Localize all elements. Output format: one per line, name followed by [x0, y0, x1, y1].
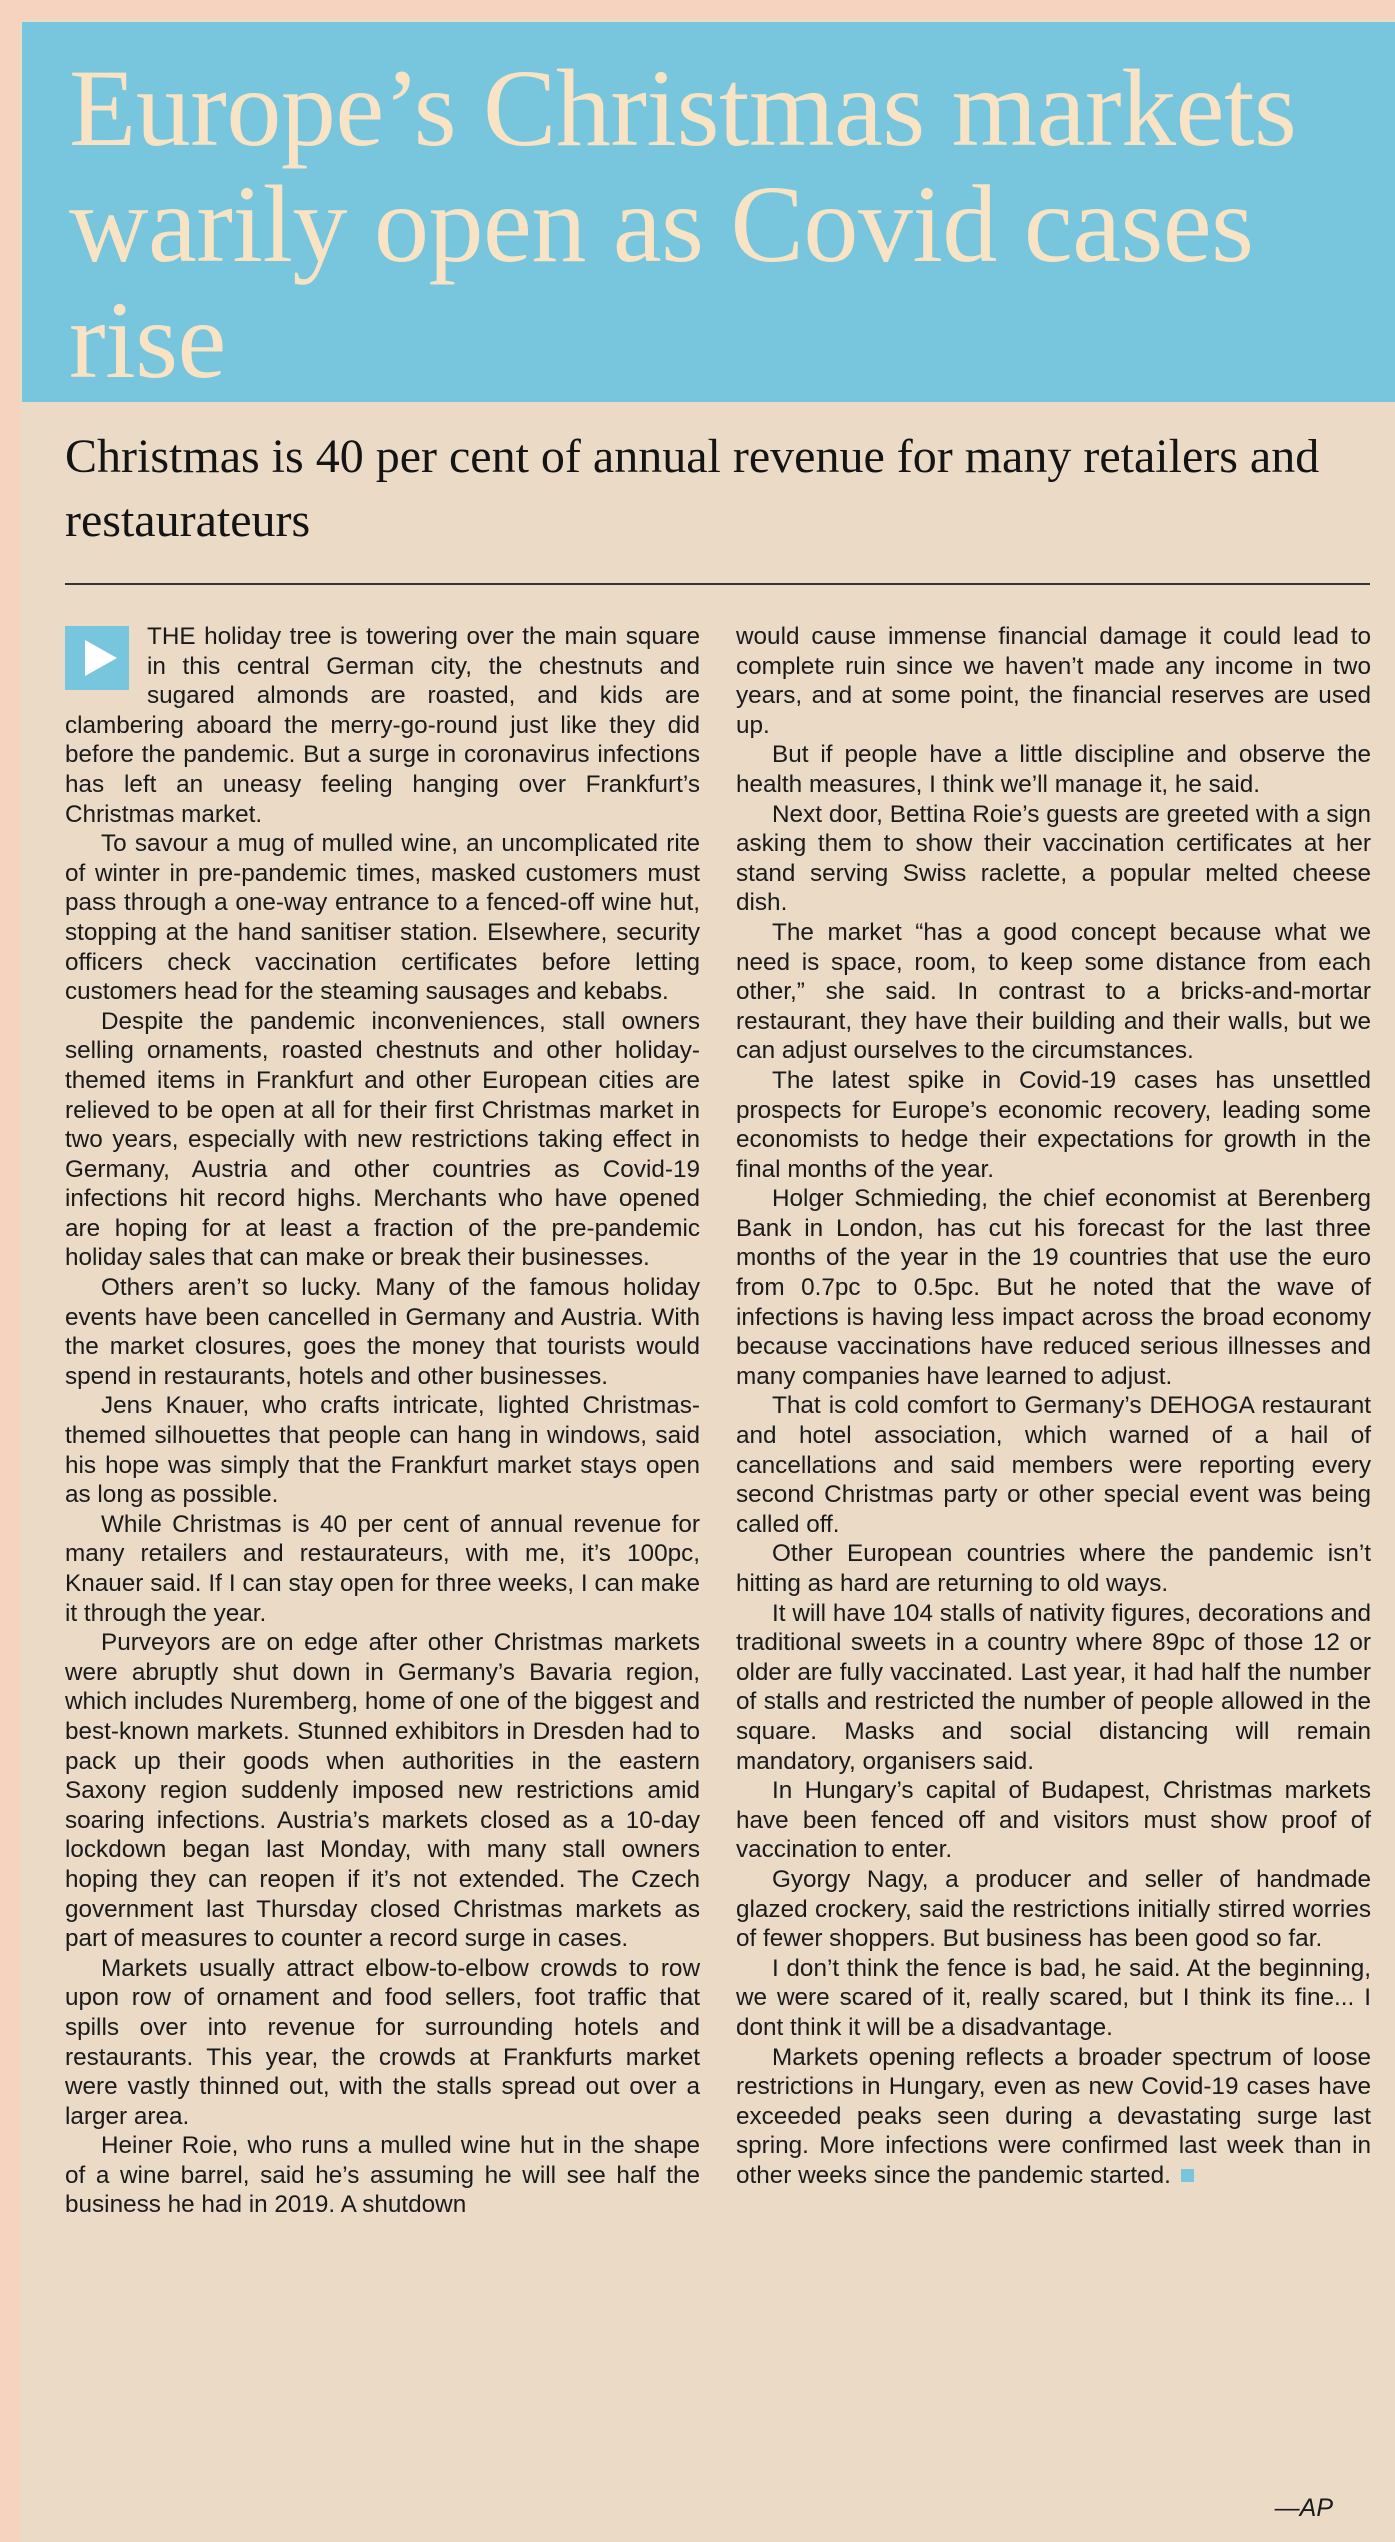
paragraph: To savour a mug of mulled wine, an uncomplicated rite of winter in pre-pandemic times, masked customers must pass through a one-way entrance to a fenced-off wine hut, stopping at the hand sanitiser station. Elsewhere, security officers check vaccination certificates before letting customers head for the steaming sausages and kebabs.: [65, 830, 700, 1006]
paragraph: The market “has a good concept because what we need is space, room, to keep some distance from each other,” she said. In contrast to a bricks-and-mortar restaurant, they have their building and their walls, but we can adjust ourselves to the circumstances.: [736, 918, 1371, 1065]
paragraph: THE holiday tree is towering over the main square in this central German city, the chestnuts and sugared almonds are roasted, and kids are clambering aboard the merry-go-round just like they did before the pandemic. But a surge in coronavirus infections has left an uneasy feeling hanging over Frankfurt’s Christmas market.: [65, 623, 700, 828]
article-column-right: [736, 622, 1371, 2392]
standfirst: Christmas is 40 per cent of annual revenue for many retailers and restaurateurs: [65, 430, 1320, 547]
paragraph: Purveyors are on edge after other Christmas markets were abruptly shut down in Germany’s Bavaria region, which includes Nuremberg, home of one of the biggest and best-known markets. Stunned exhibitors in Dresden had to pack up their goods when authorities in the eastern Saxony region suddenly imposed new restrictions amid soaring infections. Austria’s markets closed as a 10-day lockdown began last Monday, with many stall owners hoping they can reopen if it’s not extended. The Czech government last Thursday closed Christmas markets as part of measures to counter a record surge in cases.: [65, 1629, 700, 1953]
paragraph: Next door, Bettina Roie’s guests are greeted with a sign asking them to show their vaccination certificates at her stand serving Swiss raclette, a popular melted cheese dish.: [736, 800, 1371, 917]
paragraph: I don’t think the fence is bad, he said. At the beginning, we were scared of it, really scared, but I think its fine... I dont think it will be a disadvantage.: [736, 1954, 1371, 2041]
end-square-icon: [1181, 2169, 1194, 2182]
last-paragraph: [736, 2043, 1371, 2191]
paragraph: Jens Knauer, who crafts intricate, lighted Christmas-themed silhouettes that people can hang in windows, said his hope was simply that the Frankfurt market stays open as long as possible.: [65, 1392, 700, 1509]
article-column-left: [65, 622, 700, 2422]
paragraph-text: Markets opening reflects a broader spectrum of loose restrictions in Hungary, even as new Covid-19 cases have exceeded peaks seen during a devastating surge last spring. More infections were confirmed last week than in other weeks since the pandemic started.: [736, 2043, 1371, 2189]
paragraph: While Christmas is 40 per cent of annual revenue for many retailers and restaurateurs, with me, it’s 100pc, Knauer said. If I can stay open for three weeks, I can make it through the year.: [65, 1510, 700, 1627]
paragraph: The latest spike in Covid-19 cases has unsettled prospects for Europe’s economic recovery, leading some economists to hedge their expectations for growth in the final months of the year.: [736, 1066, 1371, 1183]
paragraph: Gyorgy Nagy, a producer and seller of handmade glazed crockery, said the restrictions initially stirred worries of fewer shoppers. But business has been good so far.: [736, 1865, 1371, 1953]
paragraph: Other European countries where the pandemic isn’t hitting as hard are returning to old ways.: [736, 1540, 1371, 1597]
byline: —AP: [1274, 2494, 1333, 2522]
headline-band: [22, 22, 1395, 402]
paragraph: That is cold comfort to Germany’s DEHOGA restaurant and hotel association, which warned of a hail of cancellations and said members were reporting every second Christmas party or other special event was being called off.: [736, 1392, 1371, 1538]
paragraph: Holger Schmieding, the chief economist at Berenberg Bank in London, has cut his forecast for the last three months of the year in the 19 countries that use the euro from 0.7pc to 0.5pc. But he noted that the wave of infections is having less impact across the broad economy because vaccinations have reduced serious illnesses and many companies have learned to adjust.: [736, 1185, 1371, 1390]
headline: Europe’s Christmas markets warily open as Covid cases rise: [69, 47, 1297, 401]
paragraph: would cause immense financial damage it could lead to complete ruin since we haven’t made any income in two years, and at some point, the financial reserves are used up.: [736, 623, 1371, 739]
paragraph: Despite the pandemic inconveniences, stall owners selling ornaments, roasted chestnuts and other holiday-themed items in Frankfurt and other European cities are relieved to be open at all for their first Christmas market in two years, especially with new restrictions taking effect in Germany, Austria and other countries as Covid-19 infections hit record highs. Merchants who have opened are hoping for at least a fraction of the pre-pandemic holiday sales that can make or break their businesses.: [65, 1007, 700, 1272]
paragraph: Others aren’t so lucky. Many of the famous holiday events have been cancelled in Germany and Austria. With the market closures, goes the money that tourists would spend in restaurants, hotels and other businesses.: [65, 1274, 700, 1390]
paragraph: But if people have a little discipline and observe the health measures, I think we’ll manage it, he said.: [736, 741, 1371, 798]
paragraph: It will have 104 stalls of nativity figures, decorations and traditional sweets in a country where 89pc of those 12 or older are fully vaccinated. Last year, it had half the number of stalls and restricted the number of people allowed in the square. Masks and social distancing will remain mandatory, organisers said.: [736, 1599, 1371, 1775]
paragraph: In Hungary’s capital of Budapest, Christmas markets have been fenced off and visitors must show proof of vaccination to enter.: [736, 1777, 1371, 1864]
play-icon: [65, 626, 129, 690]
paragraph: Heiner Roie, who runs a mulled wine hut in the shape of a wine barrel, said he’s assuming he will see half the business he had in 2019. A shutdown: [65, 2132, 700, 2219]
divider-rule: [65, 583, 1370, 585]
paragraph: Markets usually attract elbow-to-elbow crowds to row upon row of ornament and food sellers, foot traffic that spills over into revenue for surrounding hotels and restaurants. This year, the crowds at Frankfurts market were vastly thinned out, with the stalls spread out over a larger area.: [65, 1954, 700, 2130]
